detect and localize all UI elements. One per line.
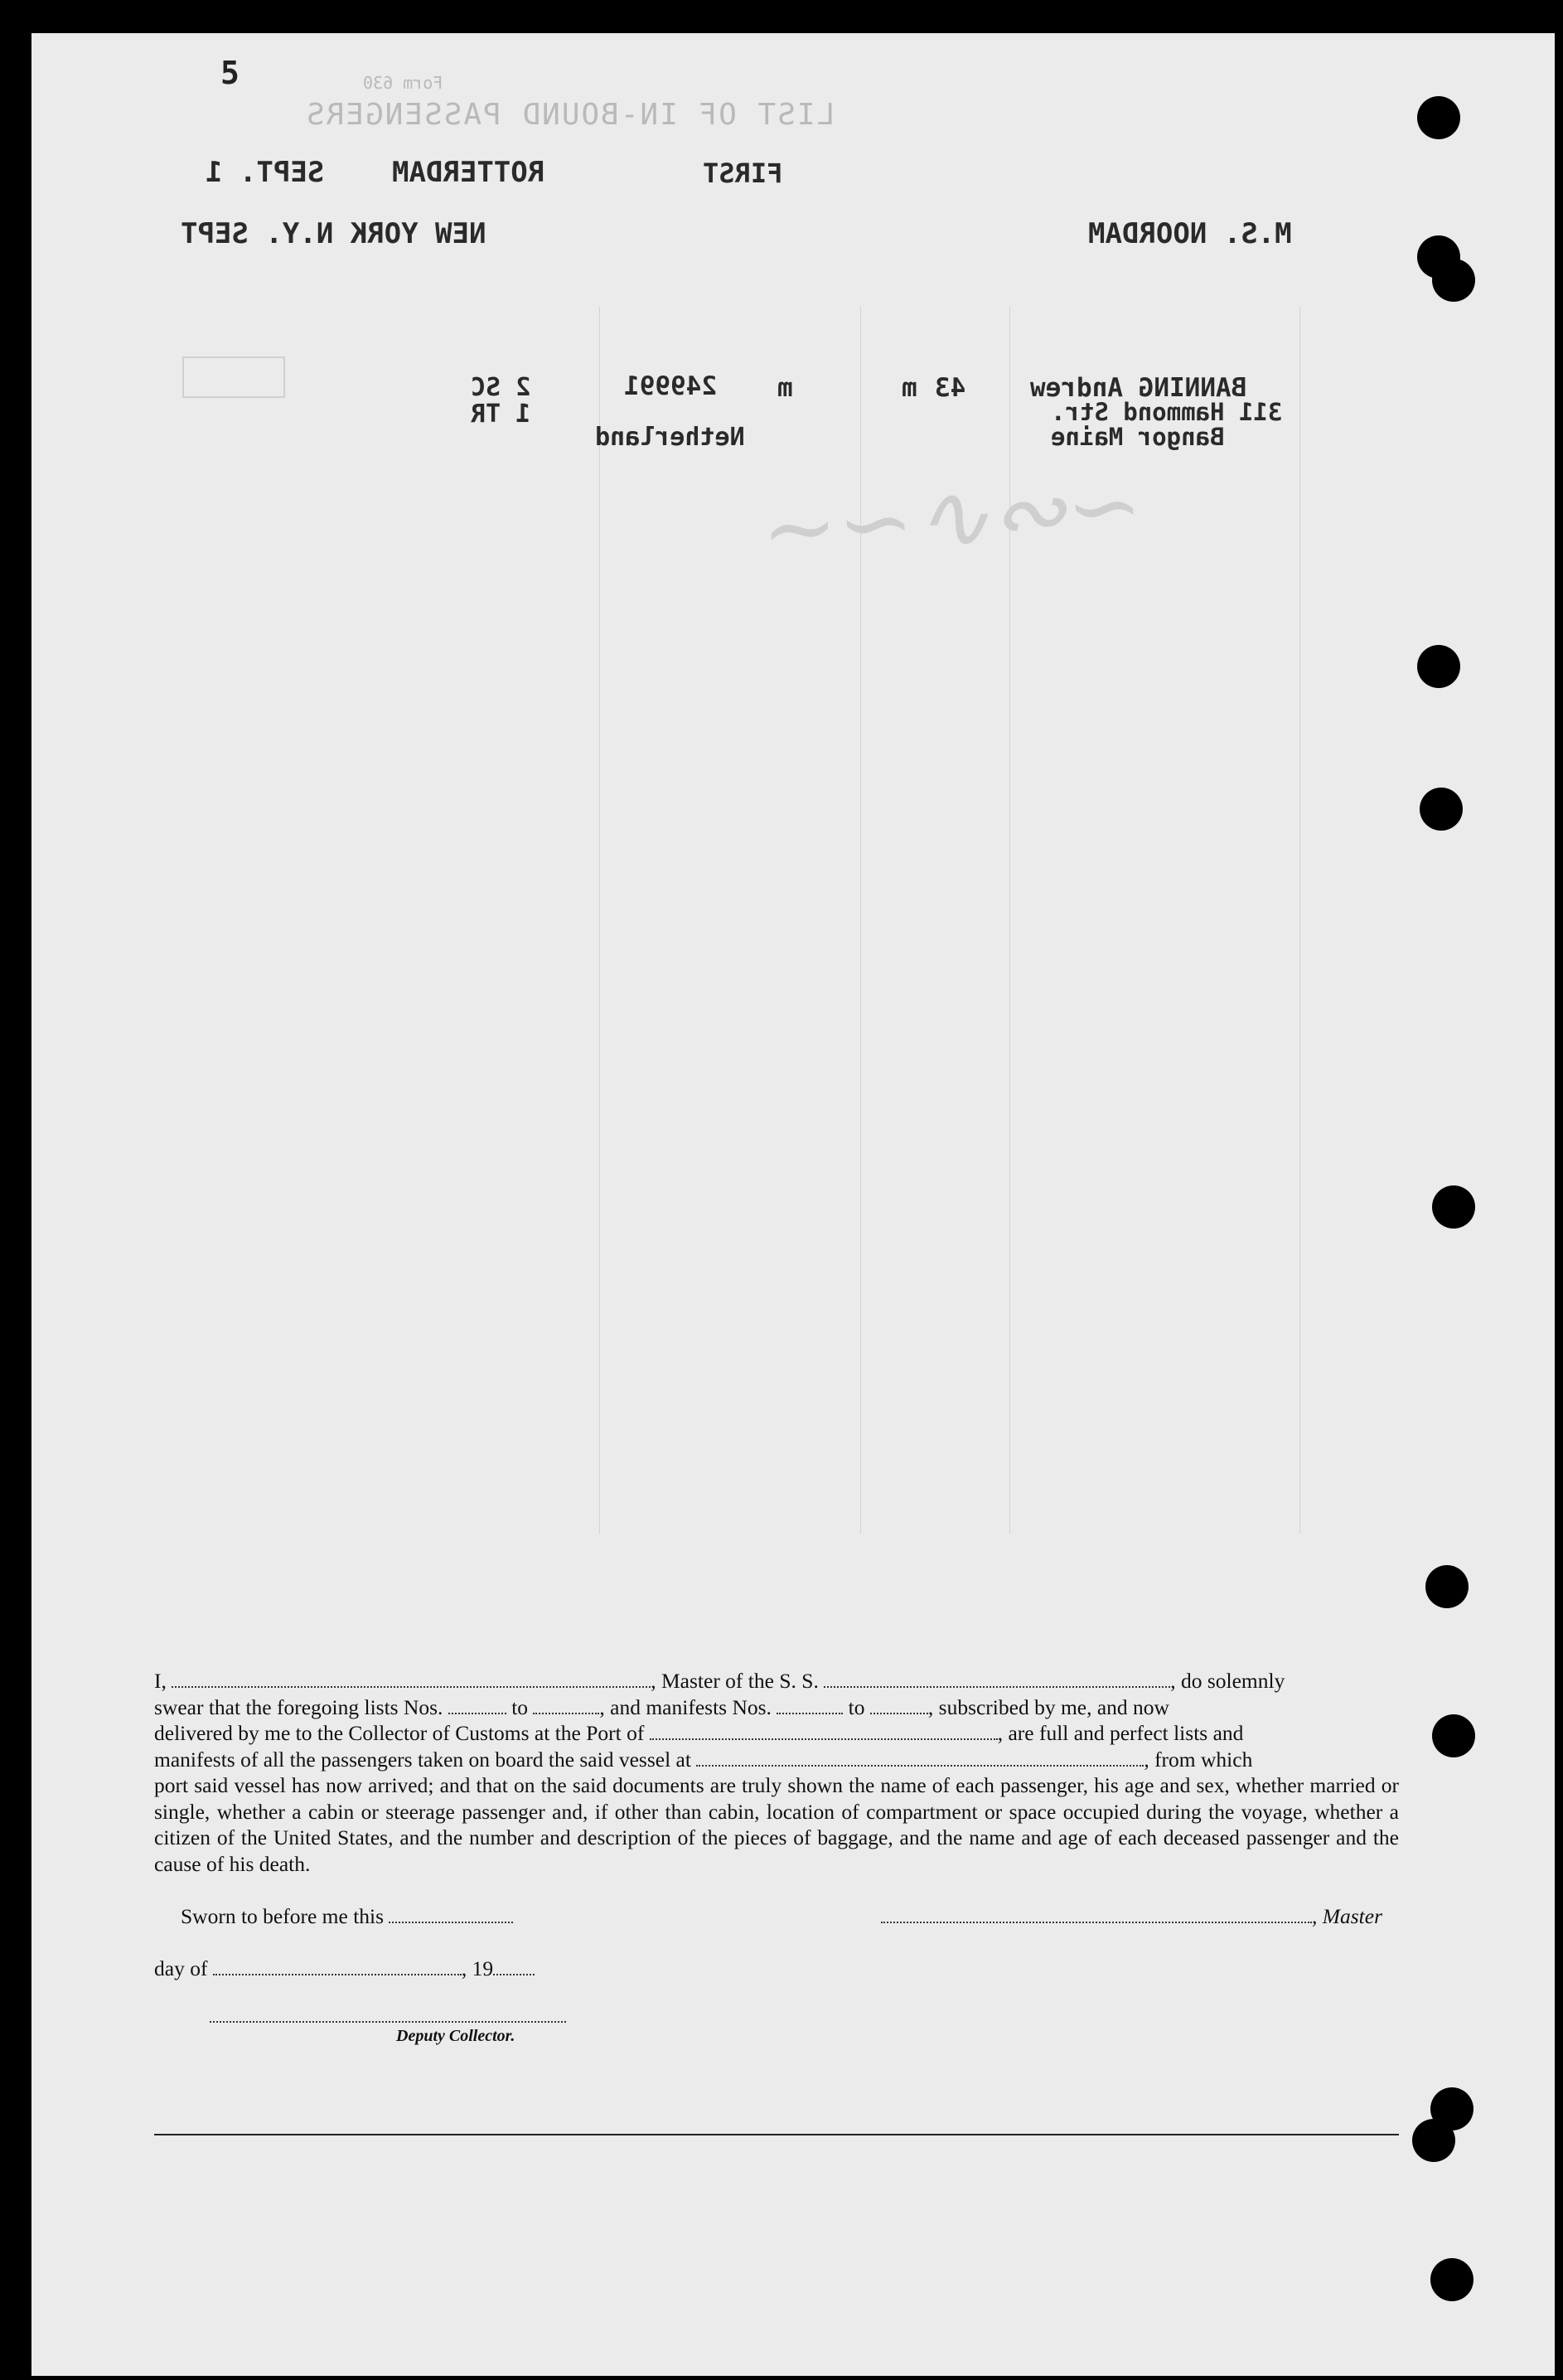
oath-line-2: swear that the foregoing lists Nos. to , and manifests Nos. to , subscribed by me, and now xyxy=(154,1694,1169,1719)
passenger-status: m xyxy=(777,373,793,403)
stamp-box xyxy=(182,356,285,398)
blank-port[interactable] xyxy=(650,1722,998,1740)
blank-list-from[interactable] xyxy=(448,1696,506,1714)
passenger-address-1: 311 Hammond Str. xyxy=(1051,398,1283,426)
punch-hole xyxy=(1430,2258,1473,2301)
punch-hole xyxy=(1412,2119,1455,2162)
master-signature-line: , Master xyxy=(881,1904,1382,1929)
column-line xyxy=(599,307,600,1534)
header-arrival: NEW YORK N.Y. SEPT xyxy=(181,217,486,250)
sworn-line: Sworn to before me this xyxy=(181,1904,513,1929)
oath-line-4: manifests of all the passengers taken on board the said vessel at , from which xyxy=(154,1747,1253,1772)
oath-body: port said vessel has now arrived; and that on the said documents are truly shown the name of each passenger, his age and sex, whether married or single, whether a cabin or steerage passenger and, if other than cabin, location of compartment or space occupied during the voyage, whether a citizen of the United States, and the number and description of the pieces of baggage, and the name and age of each deceased passenger and the cause of his death. xyxy=(154,1773,1399,1876)
blank-sworn-day[interactable] xyxy=(389,1905,513,1923)
punch-hole xyxy=(1425,1565,1469,1608)
oath-line-3: delivered by me to the Collector of Customs at the Port of , are full and perfect lists and xyxy=(154,1721,1244,1745)
passenger-name: BANNING Andrew xyxy=(1030,373,1247,403)
passenger-age: 43 xyxy=(935,373,966,403)
punch-hole xyxy=(1432,1185,1475,1229)
blank-departure-port[interactable] xyxy=(696,1748,1144,1767)
passenger-country: Netherland xyxy=(595,423,745,452)
header-ship: M.S. NOORDAM xyxy=(1088,217,1292,250)
header-date-departed: SEPT. 1 xyxy=(206,156,325,189)
punch-hole xyxy=(1420,788,1463,831)
passenger-address-2: Bangor Maine xyxy=(1051,423,1225,451)
punch-hole xyxy=(1432,1714,1475,1757)
blank-list-to[interactable] xyxy=(533,1696,599,1714)
manifest-page xyxy=(31,33,1555,2376)
page-number: 5 xyxy=(220,55,240,91)
blank-month[interactable] xyxy=(213,1957,462,1975)
blank-master-name[interactable] xyxy=(172,1670,651,1688)
oath-line-1: I, , Master of the S. S. , do solemnly xyxy=(154,1669,1285,1693)
passenger-passport: 249991 xyxy=(624,371,717,401)
master-oath xyxy=(154,1668,1399,1877)
passenger-code-2: 1 TR xyxy=(471,400,531,429)
header-bleed-title: LIST OF IN-BOUND PASSENGERS xyxy=(305,98,835,132)
deputy-collector-label: Deputy Collector. xyxy=(396,2027,515,2045)
day-of-line: day of , 19 xyxy=(154,1956,535,1981)
punch-hole xyxy=(1432,259,1475,302)
blank-year[interactable] xyxy=(493,1957,535,1975)
blank-ship-name[interactable] xyxy=(824,1670,1170,1688)
bottom-rule xyxy=(154,2134,1399,2135)
passenger-code-1: 2 SC xyxy=(471,373,531,402)
blank-manifest-to[interactable] xyxy=(870,1696,928,1714)
header-port: ROTTERDAM xyxy=(392,156,545,189)
header-bleed-form: Form 630 xyxy=(363,73,443,93)
passenger-sex: m xyxy=(902,373,917,403)
punch-hole xyxy=(1417,96,1460,139)
deputy-signature-line[interactable] xyxy=(210,2021,566,2023)
blank-master-signature[interactable] xyxy=(881,1905,1312,1923)
punch-hole xyxy=(1417,645,1460,688)
header-class: FIRST xyxy=(703,158,783,189)
column-line xyxy=(1299,307,1300,1534)
blank-manifest-from[interactable] xyxy=(777,1696,843,1714)
pencil-scribble: ~∽∿∾∽ xyxy=(757,451,1146,584)
